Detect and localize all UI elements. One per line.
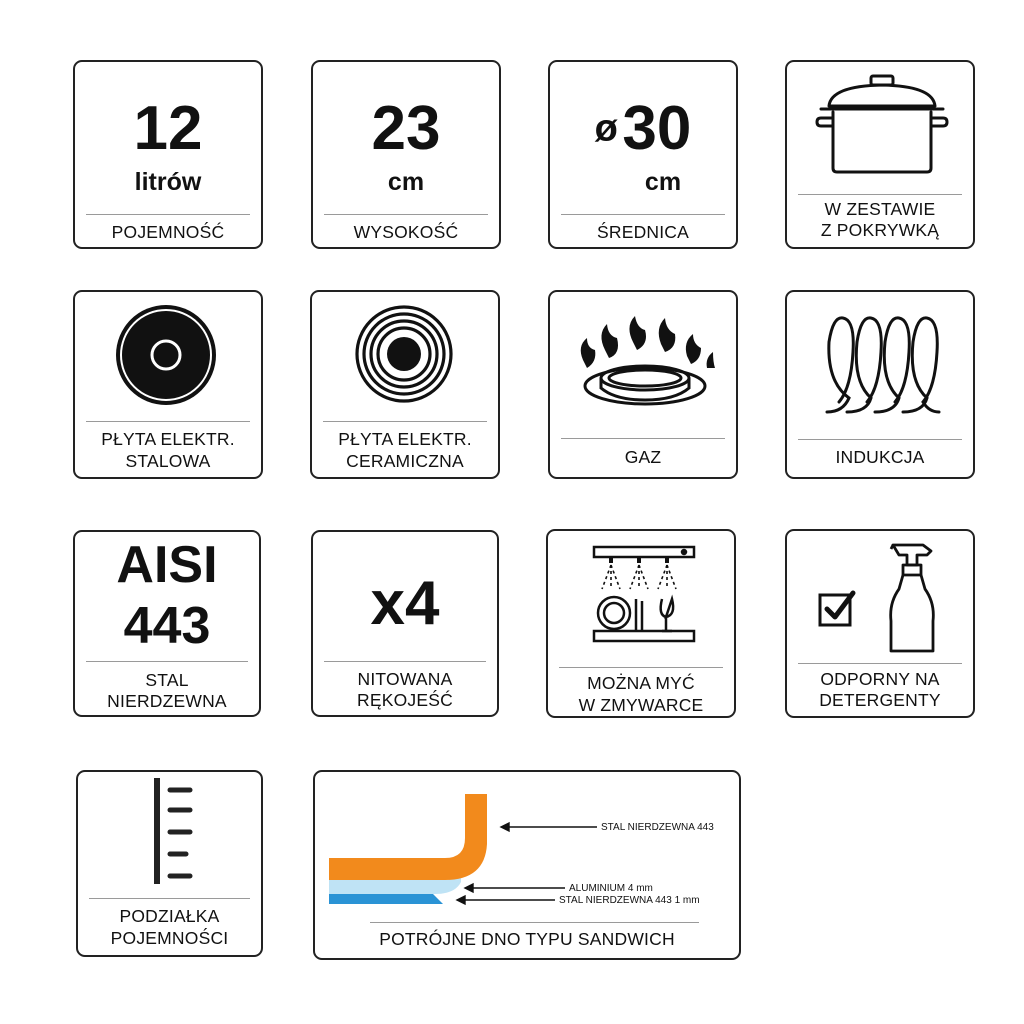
capacity-card — [73, 60, 263, 249]
separator — [324, 661, 486, 662]
induction-coil-icon — [823, 312, 943, 416]
steel-grade-label-line2: NIERDZEWNA — [107, 691, 227, 711]
lid-label-line1: W ZESTAWIE — [824, 199, 936, 219]
spray-bottle-icon — [887, 541, 939, 657]
checkbox-checked-icon — [817, 589, 857, 629]
separator — [798, 663, 962, 664]
note-aluminium: ALUMINIUM 4 mm — [569, 883, 653, 894]
diameter-value-row — [550, 94, 736, 163]
lid-card — [785, 60, 975, 249]
steel-bottom-layer — [329, 894, 443, 904]
dishwasher-label-line2: W ZMYWARCE — [578, 695, 704, 715]
dishwasher-card — [546, 529, 736, 718]
ceramic-hob-card — [310, 290, 500, 479]
diameter-label: ŚREDNICA — [596, 222, 690, 242]
sandwich-card — [313, 770, 741, 960]
height-card — [311, 60, 501, 249]
ceramic-hob-label-line2: CERAMICZNA — [346, 451, 464, 471]
sandwich-base-diagram — [315, 772, 739, 922]
diameter-value: 30 — [622, 94, 692, 163]
pot-with-lid-icon — [815, 72, 949, 178]
lid-label-line2: Z POKRYWKĄ — [820, 220, 940, 240]
induction-label: INDUKCJA — [835, 447, 925, 467]
separator — [559, 667, 723, 668]
height-value: 23 — [371, 94, 441, 163]
rivets-card — [311, 530, 499, 717]
gas-card — [548, 290, 738, 479]
rivets-label-line1: NITOWANA — [357, 669, 453, 689]
detergent-label-line1: ODPORNY NA — [820, 669, 940, 689]
separator — [561, 214, 725, 215]
scale-card — [76, 770, 263, 957]
separator — [86, 421, 250, 422]
steel-grade-number: 443 — [123, 597, 211, 655]
gas-label: GAZ — [624, 447, 662, 467]
height-label: WYSOKOŚĆ — [353, 222, 459, 242]
diameter-unit: cm — [644, 168, 682, 196]
note-steel-bottom: STAL NIERDZEWNA 443 1 mm — [559, 895, 700, 906]
dishwasher-icon — [592, 545, 698, 645]
dishwasher-label-line1: MOŻNA MYĆ — [587, 673, 695, 693]
rivets-label-line2: RĘKOJEŚĆ — [357, 690, 453, 710]
capacity-value: 12 — [133, 94, 203, 163]
separator — [561, 438, 725, 439]
height-unit: cm — [387, 168, 425, 196]
steel-hotplate-icon — [113, 302, 219, 408]
ceramic-hob-label-line1: PŁYTA ELEKTR. — [338, 429, 472, 449]
separator — [86, 214, 250, 215]
steel-layer — [329, 794, 487, 880]
measuring-scale-icon — [152, 776, 198, 886]
separator — [370, 922, 699, 923]
sandwich-label: POTRÓJNE DNO TYPU SANDWICH — [379, 929, 675, 949]
separator — [324, 214, 488, 215]
capacity-unit: litrów — [134, 168, 202, 196]
scale-label-line2: POJEMNOŚCI — [110, 928, 229, 948]
scale-label-line1: PODZIAŁKA — [119, 906, 220, 926]
note-steel: STAL NIERDZEWNA 443 — [601, 822, 714, 833]
separator — [798, 194, 962, 195]
steel-hob-card — [73, 290, 263, 479]
separator — [86, 661, 248, 662]
detergent-card — [785, 529, 975, 718]
rivets-count: x4 — [370, 569, 440, 638]
diameter-card — [548, 60, 738, 249]
separator — [798, 439, 962, 440]
gas-burner-icon — [575, 312, 715, 416]
separator — [89, 898, 250, 899]
induction-card — [785, 290, 975, 479]
detergent-label-line2: DETERGENTY — [819, 690, 941, 710]
capacity-label: POJEMNOŚĆ — [111, 222, 225, 242]
steel-hob-label-line2: STALOWA — [125, 451, 211, 471]
steel-grade-label-line1: STAL — [145, 670, 189, 690]
diameter-symbol: ø — [594, 107, 618, 150]
steel-grade-aisi: AISI — [116, 536, 218, 594]
steel-hob-label-line1: PŁYTA ELEKTR. — [101, 429, 235, 449]
separator — [323, 421, 487, 422]
ceramic-hotplate-icon — [354, 304, 454, 404]
steel-grade-card — [73, 530, 261, 717]
